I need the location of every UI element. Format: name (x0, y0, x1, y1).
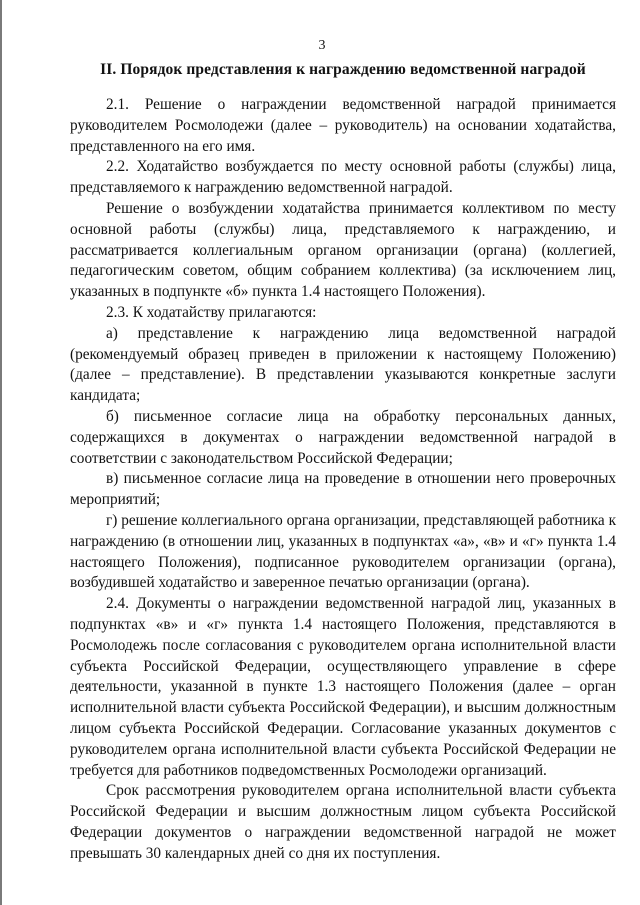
paragraph-item-a: а) представление к награждению лица ведомственной наградой (рекомендуемый образец приведен в приложении к настоящему Положению) (далее – представление). В представлении указываются конкретные заслуги кандидата; (70, 324, 616, 405)
paragraph-2-1: 2.1. Решение о награждении ведомственной наградой принимается руководителем Росмолодежи (далее – руководитель) на основании ходатайства, представленного на его имя. (70, 96, 616, 155)
paragraph-2-3: 2.3. К ходатайству прилагаются: (106, 303, 317, 321)
section-heading: II. Порядок представления к награждению ведомственной наградой (100, 61, 586, 78)
paragraph-item-g: г) решение коллегиального органа организации, представляющей работника к награждению (в отношении лиц, указанных в подпунктах «а», «в» и «г» пункта 1.4 настоящего Положения), подписанное руководителем организации (органа), возбудившей ходатайство и заверенное печатью организации (органа). (70, 511, 616, 592)
paragraph-review-term: Срок рассмотрения руководителем органа исполнительной власти субъекта Российской Федерации и высшим должностным лицом субъекта Российской Федерации документов о награждении ведомственной наградой не может превышать 30 календарных дней со дня их поступления. (70, 782, 616, 862)
paragraph-2-4: 2.4. Документы о награждении ведомственной наградой лиц, указанных в подпунктах «в» и «г» пункта 1.4 настоящего Положения, представляются в Росмолодежь после согласования с руководителем органа исполнительной власти субъекта Российской Федерации, осуществляющего управление в сфере деятельности, указанной в пункте 1.3 настоящего Положения (далее – орган исполнительной власти субъекта Российской Федерации), и высшим должностным лицом субъекта Российской Федерации. Согласование указанных документов с руководителем органа исполнительной власти субъекта Российской Федерации не требуется для работников подведомственных Росмолодежи организаций. (70, 595, 616, 779)
document-body (70, 95, 616, 864)
page-number: 3 (318, 38, 326, 53)
paragraph-2-2: 2.2. Ходатайство возбуждается по месту основной работы (службы) лица, представляемого к награждению ведомственной наградой. (70, 158, 616, 197)
paragraph-item-v: в) письменное согласие лица на проведение в отношении него проверочных мероприятий; (70, 470, 616, 509)
paragraph-petition-decision: Решение о возбуждении ходатайства принимается коллективом по месту основной работы (службы) лица, представляемого к награждению, и рассматривается коллегиальным органом организации (органа) (коллегией, педагогическим советом, общим собранием коллектива) (за исключением лиц, указанных в подпункте «б» пункта 1.4 настоящего Положения). (70, 199, 616, 301)
paragraph-item-b: б) письменное согласие лица на обработку персональных данных, содержащихся в документах о награждении ведомственной наградой в соответствии с законодательством Российской Федерации; (70, 407, 616, 467)
